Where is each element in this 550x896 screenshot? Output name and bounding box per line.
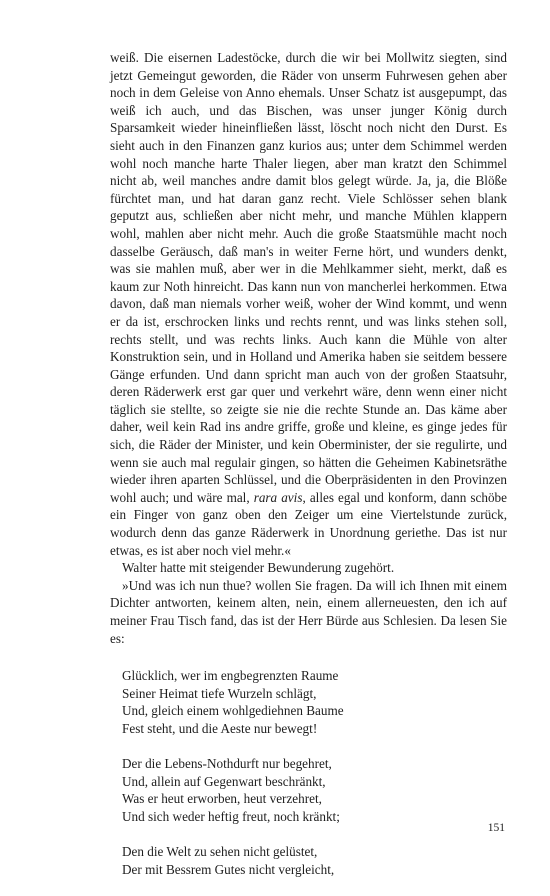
body-text: [110, 49, 507, 896]
page-number: 151: [487, 822, 505, 834]
poem-line: Und sich weder heftig freut, noch kränkt;: [122, 808, 340, 824]
poem-line: Was er heut erworben, heut verzehret,: [122, 791, 322, 807]
paragraph-1: [110, 49, 507, 559]
paragraph-2: Walter hatte mit steigender Bewunderung zugehört.: [122, 560, 395, 576]
poem-line: Der die Lebens-Nothdurft nur begehret,: [122, 756, 332, 772]
paragraph-1-text: weiß. Die eisernen Ladestöcke, durch die wir bei Mollwitz siegten, sind jetzt Gemeingut geworden, die Räder von unserm Fuhrwesen gehen aber noch in dem Geleise von Anno ehemals. Unser Schatz ist ausgepumpt, das weiß ich auch, und das Bischen, was unser junger König durch Sparsamkeit wieder hineinfließen lässt, löscht noch nicht den Durst. Es sieht auch in den Finanzen ganz kurios aus; unter dem Schimmel werden wohl noch manche harte Thaler liegen, aber man kratzt den Schimmel nicht ab, weil manches andre damit blos gelegt würde. Ja, ja, die Blöße fürchtet man, und hat daran ganz recht. Viele Schlösser sehen blank geputzt aus, schließen aber nicht mehr, und manche Mühlen klappern wohl, mahlen aber nicht mehr. Auch die große Staatsmühle macht noch dasselbe Geräusch, daß man's in weiter Ferne hört, und wunders denkt, was sie mahlen muß, aber wer in die Mehlkammer sieht, merkt, daß es kaum zur Noth hinreicht. Das kann nun von mancherlei herkommen. Etwa davon, daß man niemals vorher weiß, woher der Wind kommt, und wenn er da ist, erschrocken links und rechts rennt, und was links stehen soll, rechts stellt, und was rechts links. Auch kann die Mühle von alter Konstruktion sein, und in Holland und Amerika haben sie seitdem bessere Gänge erfunden. Und dann spricht man auch von der großen Staatsuhr, deren Räderwerk erst gar quer und verkehrt wäre, denn wenn einer nicht täglich sie stellte, so zeigte sie nie die rechte Stunde an. Das käme aber daher, weil kein Rad ins andre griffe, große und kleine, es ginge jedes für sich, die Räder der Minister, und kein Oberminister, der sie regulirte, und wenn sie auch mal regulair gingen, so hätten die Geheimen Kabinetsräthe wieder ihren aparten Schlüssel, und die Oberpräsidenten in den Provinzen wohl auch; und wäre mal,: [110, 50, 507, 505]
italic-phrase: rara avis: [253, 489, 303, 505]
poem-line: Glücklich, wer im engbegrenzten Raume: [122, 668, 339, 684]
poem-stanza-2: [122, 755, 507, 825]
poem-line: Der mit Bessrem Gutes nicht vergleicht,: [122, 861, 335, 877]
poem-stanza-1: [122, 667, 507, 737]
poem-line: Den die Welt zu sehen nicht gelüstet,: [122, 844, 318, 860]
poem-stanza-3: [122, 843, 507, 878]
poem-line: Seiner Heimat tiefe Wurzeln schlägt,: [122, 685, 317, 701]
poem-line: Und, allein auf Gegenwart beschränkt,: [122, 773, 326, 789]
poem: [122, 667, 507, 878]
paragraph-1-end: , alles egal und konform, dann schöbe ein Finger von ganz oben den Zeiger um eine Viertelstunde zurück, wodurch denn das ganze Räderwerk in Unordnung geriethe. Das ist nur etwas, es ist aber noch viel mehr.«: [110, 489, 507, 558]
poem-line: Fest steht, und die Aeste nur bewegt!: [122, 720, 318, 736]
paragraph-3: »Und was ich nun thue? wollen Sie fragen. Da will ich Ihnen mit einem Dichter antworten, keinem alten, nein, einem allerneuesten, den ich auf meiner Frau Tisch fand, das ist der Herr Bürde aus Schlesien. Da lesen Sie es:: [110, 577, 507, 646]
poem-line: Und, gleich einem wohlgediehnen Baume: [122, 703, 344, 719]
